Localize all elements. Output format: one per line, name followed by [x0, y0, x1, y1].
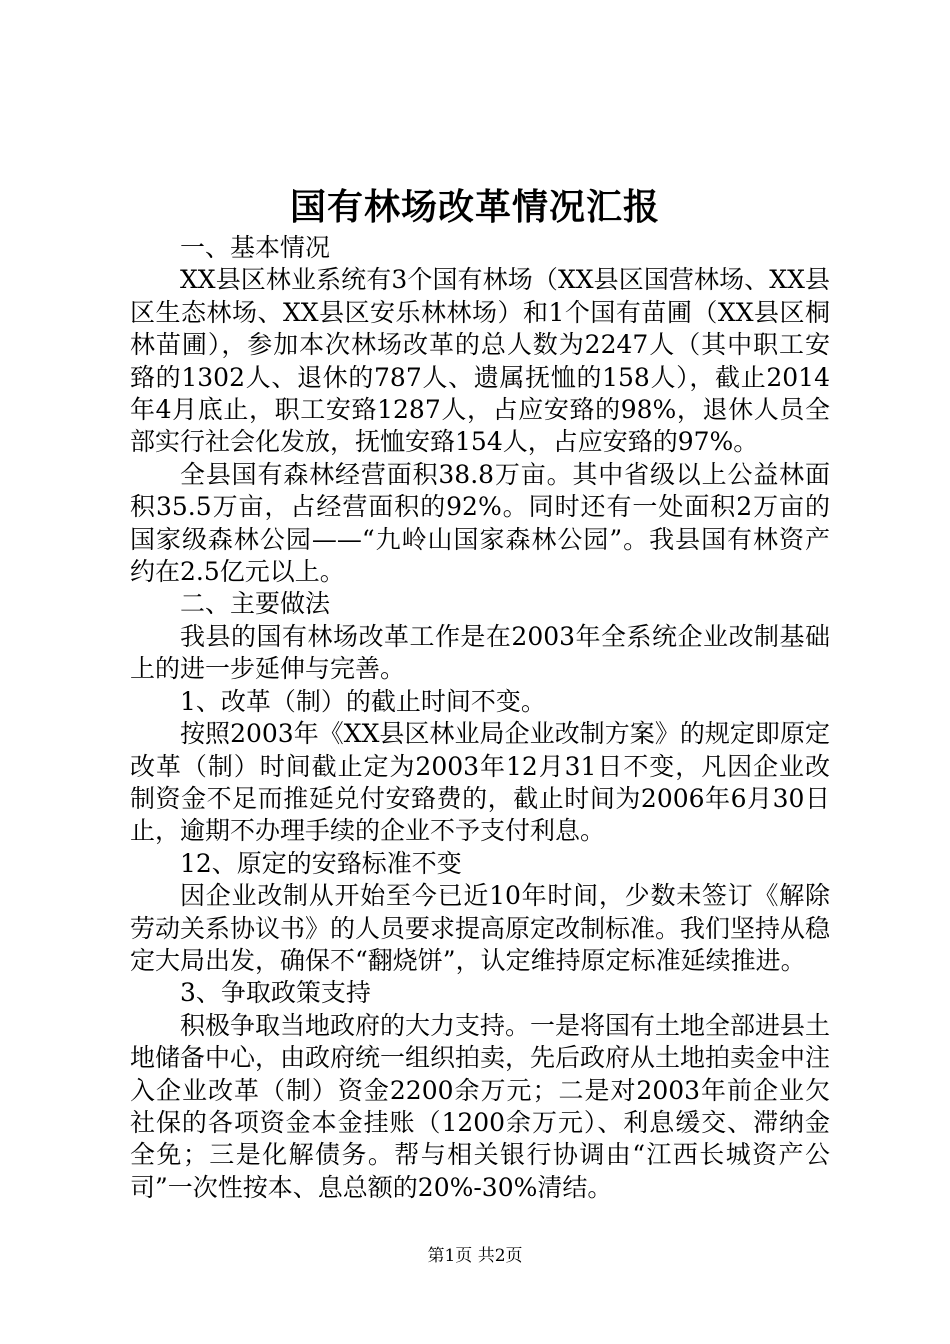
subheading-standard-unchanged: 12、原定的安臵标准不变	[180, 848, 462, 878]
paragraph-forest-farms-overview: XX县区林业系统有3个国有林场（XX县区国营林场、XX县区生态林场、XX县区安乐林林场）和1个国有苗圃（XX县区桐林苗圃），参加本次林场改革的总人数为2247人（其中职工安臵的1302人、退休的787人、遗属抚恤的158人），截止2014年4月底止，职工安臵1287人，占应安臵的98%，退休人员全部实行社会化发放，抚恤安臵154人，占应安臵的97%。	[130, 265, 830, 457]
document-title: 国有林场改革情况汇报	[289, 186, 660, 228]
paragraph-reform-background: 我县的国有林场改革工作是在2003年全系统企业改制基础上的进一步延伸与完善。	[130, 621, 830, 684]
subheading-policy-support: 3、争取政策支持	[180, 978, 371, 1008]
page-footer: 第1页 共2页	[427, 1246, 523, 1266]
document-body	[130, 232, 830, 1204]
paragraph-policy-details: 积极争取当地政府的大力支持。一是将国有土地全部进县土地储备中心，由政府统一组织拍卖，先后政府从土地拍卖金中注入企业改革（制）资金2200余万元；二是对2003年前企业欠社保的各项资金本金挂账（1200余万元）、利息缓交、滞纳金全免；三是化解债务。帮与相关银行协调由“江西长城资产公司”一次性按本、息总额的20%-30%清结。	[130, 1010, 831, 1202]
section-heading-basic-situation: 一、基本情况	[180, 233, 331, 262]
section-heading-main-practices: 二、主要做法	[180, 589, 331, 619]
paragraph-standard-details: 因企业改制从开始至今已近10年时间，少数未签订《解除劳动关系协议书》的人员要求提高原定改制标准。我们坚持从稳定大局出发，确保不“翻烧饼”，认定维持原定标准延续推进。	[130, 881, 831, 975]
paragraph-forest-area: 全县国有森林经营面积38.8万亩。其中省级以上公益林面积35.5万亩，占经营面积的92%。同时还有一处面积2万亩的国家级森林公园——“九岭山国家森林公园”。我县国有林资产约在2.5亿元以上。	[130, 459, 830, 587]
paragraph-deadline-details: 按照2003年《XX县区林业局企业改制方案》的规定即原定改革（制）时间截止定为2003年12月31日不变，凡因企业改制资金不足而推延兑付安臵费的，截止时间为2006年6月30日止，逾期不办理手续的企业不予支付利息。	[130, 719, 830, 846]
subheading-deadline-unchanged: 1、改革（制）的截止时间不变。	[180, 686, 546, 716]
